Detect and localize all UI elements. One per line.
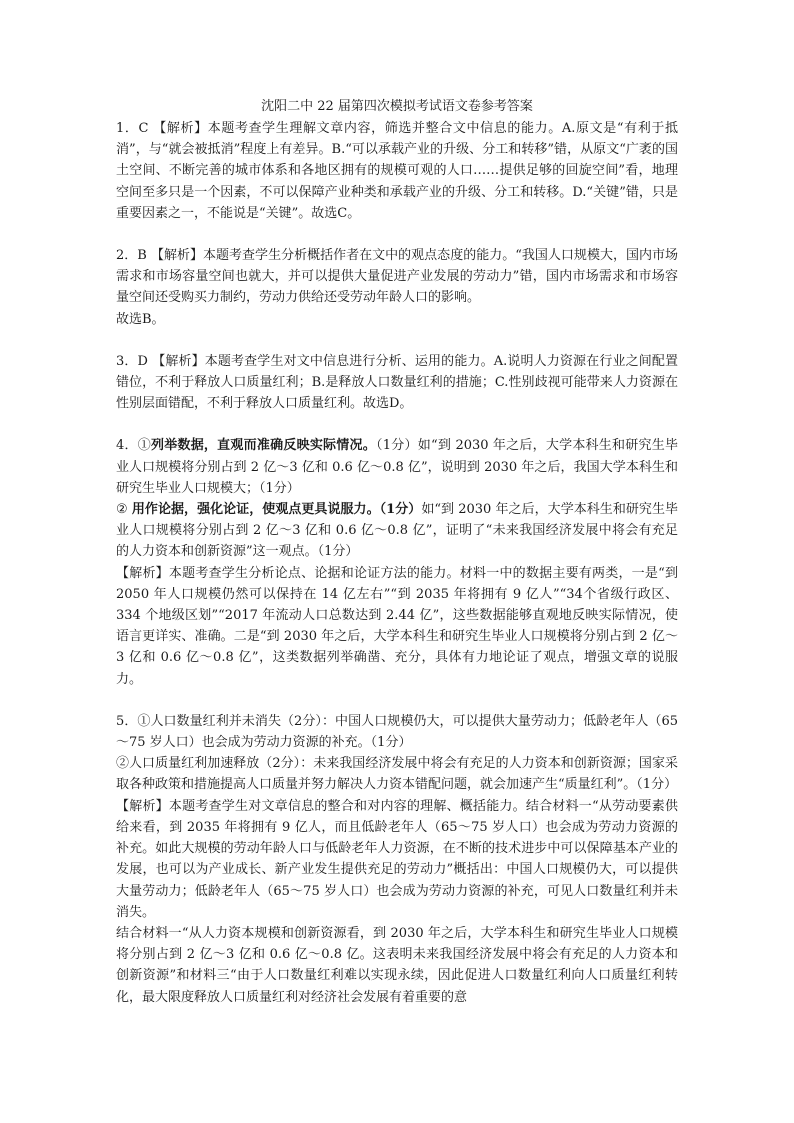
answer-1: 1．C 【解析】本题考查学生理解文章内容，筛选并整合文中信息的能力。A.原文是“有利于抵消”，与“就会被抵消”程度上有差异。B.“可以承载产业的升级、分工和转移”错，从原文“广袤的国土空间、不断完善的城市体系和各地区拥有的规模可观的人口……提供足够的回旋空间”看，地理空间至多只是一个因素，不可以保障产业种类和承载产业的升级、分工和转移。D.“关键”错，只是重要因素之一，不能说是“关键”。故选C。 xyxy=(116,121,678,221)
answer-5-point-2: ②人口质量红利加速释放（2分）：未来我国经济发展中将会有充足的人力资本和创新资源；国家采取各种政策和措施提高人口质量并努力解决人力资本错配问题，就会加速产生“质量红利”。（1分） xyxy=(116,756,678,793)
answer-4-point-2-text: 如“到 2030 年之后，大学本科生和研究生毕业人口规模将分别占到 2 亿～3 亿和 0.6 亿～0.8 亿”，证明了“未来我国经济发展中将会有充足的人力资本和创新资源”这一观点。（1分） xyxy=(116,502,679,560)
answer-4-point-1-text: （1分）如“到 2030 年之后，大学本科生和研究生毕业人口规模将分别占到 2 亿～3 亿和 0.6 亿～0.8 亿”，说明到 2030 年之后，我国大学本科生和研究生毕业人口规模大；（1分） xyxy=(116,438,678,496)
paragraph-gap xyxy=(116,224,678,245)
answer-document xyxy=(116,97,678,1008)
answer-4-point-1-heading: 列举数据，直观而准确反映实际情况。 xyxy=(150,438,377,454)
answer-2-conclusion: 故选B。 xyxy=(116,311,165,327)
paragraph-gap xyxy=(116,330,678,351)
document-title: 沈阳二中 22 届第四次模拟考试语文卷参考答案 xyxy=(261,99,533,114)
paragraph-gap xyxy=(116,690,678,711)
answer-3: 3．D 【解析】本题考查学生对文中信息进行分析、运用的能力。A.说明人力资源在行业之间配置错位，不利于释放人口质量红利；B.是释放人口数量红利的措施；C.性别歧视可能带来人力资源在性别层面错配，不利于释放人口质量红利。故选D。 xyxy=(116,353,678,412)
answer-5-analysis: 【解析】本题考查学生对文章信息的整合和对内容的理解、概括能力。结合材料一“从劳动要素供给来看，到 2035 年将拥有 9 亿人，而且低龄老年人（65～75 岁人口）也会成为劳动力资源的补充。如此大规模的劳动年龄人口与低龄老年人力资源，在不断的技术进步中可以保障基本产业的发展，也可以为产业成长、新产业发生提供充足的劳动力”概括出：中国人口规模仍大，可以提供大量劳动力；低龄老年人（65～75 岁人口）也会成为劳动力资源的补充，可见人口数量红利并未消失。 xyxy=(116,798,678,920)
answer-4-point-2-heading: 用作论据，强化论证，使观点更具说服力。（1分） xyxy=(131,502,422,518)
answer-4-point-1 xyxy=(116,435,678,499)
answer-4-point-2-number: ② xyxy=(116,502,132,518)
answer-4-analysis: 【解析】本题考查学生分析论点、论据和论证方法的能力。材料一中的数据主要有两类，一是“到 2050 年人口规模仍然可以保持在 14 亿左右”“到 2035 年将拥有 9 亿人”“34个省级行政区、334 个地级区划”“2017 年流动人口总数达到 2.44 亿”，这些数据能够直观地反映实际情况，使语言更详实、准确。二是“到 2030 年之后，大学本科生和研究生毕业人口规模将分别占到 2 亿～3 亿和 0.6 亿～0.8 亿”，这类数据列举确凿、充分，具体有力地论证了观点，增强文章的说服力。 xyxy=(116,565,678,687)
answer-4-number: 4．① xyxy=(116,438,151,454)
paragraph-gap xyxy=(116,414,678,435)
answer-5-analysis-continued: 结合材料一“从人力资本规模和创新资源看，到 2030 年之后，大学本科生和研究生毕业人口规模将分别占到 2 亿～3 亿和 0.6 亿～0.8 亿。这表明未来我国经济发展中将会有充足的人力资本和创新资源”和材料三“由于人口数量红利难以实现永续，因此促进人口数量红利向人口质量红利转化，最大限度释放人口质量红利对经济社会发展有着重要的意 xyxy=(116,925,678,1005)
answer-4-point-2 xyxy=(116,499,678,563)
answer-5-point-1: 5．①人口数量红利并未消失（2分）：中国人口规模仍大，可以提供大量劳动力；低龄老年人（65～75 岁人口）也会成为劳动力资源的补充。（1分） xyxy=(116,713,678,751)
answer-2: 2．B 【解析】本题考查学生分析概括作者在文中的观点态度的能力。“我国人口规模大，国内市场需求和市场容量空间也就大，并可以提供大量促进产业发展的劳动力”错，国内市场需求和市场容量空间还受购买力制约，劳动力供给还受劳动年龄人口的影响。 xyxy=(116,248,678,306)
